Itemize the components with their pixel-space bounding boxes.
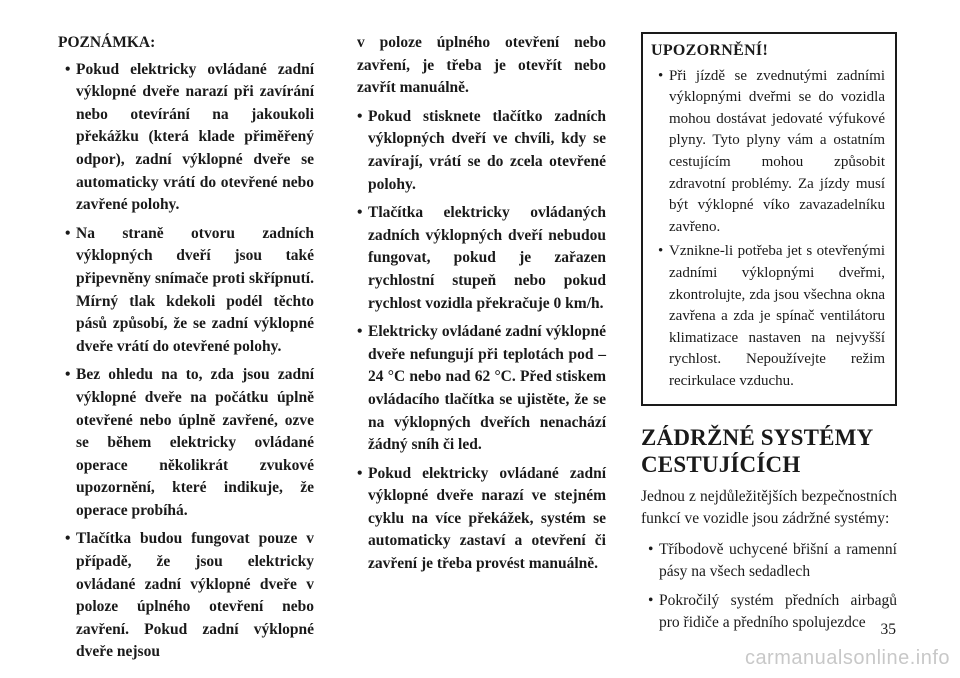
list-item: • Elektricky ovládané zadní výklopné dveře nefungují při teplotách pod –24 °C nebo nad 62 °C. Před stiskem ovládacího tlačítka se ujistěte, že se na výklopných dveřích nenachází žádný sníh či led.: [350, 321, 606, 457]
list-item: • Pokud elektricky ovládané zadní výklopné dveře narazí ve stejném cyklu na více překážek, systém se automaticky zastaví a otevření či zavření je třeba provést manuálně.: [350, 463, 606, 576]
list-item: • Na straně otvoru zadních výklopných dveří jsou také připevněny snímače proti skřípnutí. Mírný tlak kdekoli podél těchto pásů způsobí, že se zadní výklopné dveře vrátí do otevřené polohy.: [58, 223, 314, 359]
section-title-line2: CESTUJÍCÍCH: [641, 451, 801, 477]
intro-paragraph: Jednou z nejdůležitějších bezpečnostních funkcí ve vozidle jsou zádržné systémy:: [641, 487, 897, 528]
list-item: • Pokud stisknete tlačítko zadních výklopných dveří ve chvíli, kdy se zavírají, vrátí se do zcela otevřené polohy.: [350, 106, 606, 196]
section-title-line1: ZÁDRŽNÉ SYSTÉMY: [641, 424, 874, 450]
list-item: • Tříbodově uchycené břišní a ramenní pásy na všech sedadlech: [641, 539, 897, 584]
list-item: • Při jízdě se zvednutými zadními výklopnými dveřmi se do vozidla mohou dostávat jedovaté výfukové plyny. Tyto plyny vám a ostatním cestujícím mohou způsobit zdravotní problémy. Za jízdy musí být výklopné víko zavazadelníku zavřeno.: [651, 66, 885, 239]
section-title: [641, 424, 897, 478]
warning-box: [641, 32, 897, 406]
list-item: • Pokud elektricky ovládané zadní výklopné dveře narazí při zavírání nebo otevírání na jakoukoli překážku (která klade přiměřený odpor), zadní výklopné dveře se automaticky vrátí do otevřené nebo zavřené polohy.: [58, 59, 314, 217]
list-item: • Pokročilý systém předních airbagů pro řidiče a předního spolujezdce: [641, 590, 897, 635]
warning-title: UPOZORNĚNÍ!: [651, 42, 769, 59]
note-title: POZNÁMKA:: [58, 34, 156, 51]
list-item: • Bez ohledu na to, zda jsou zadní výklopné dveře na počátku úplně otevřené nebo úplně zavřené, ozve se během elektricky ovládané operace několikrát zvukové upozornění, které indikuje, že operace probíhá.: [58, 364, 314, 522]
watermark: carmanualsonline.info: [744, 647, 950, 669]
warning-list: [651, 66, 885, 393]
middle-column: [350, 32, 606, 582]
right-column: [641, 32, 897, 641]
list-item: • Tlačítka elektricky ovládaných zadních výklopných dveří nebudou fungovat, pokud je zařazen rychlostní stupeň nebo pokud rychlost vozidla překračuje 0 km/h.: [350, 202, 606, 315]
note-list: [58, 59, 314, 664]
list-item: • Vznikne-li potřeba jet s otevřenými zadními výklopnými dveřmi, zkontrolujte, zda jsou všechna okna zavřena a zda je spínač ventilátoru klimatizace nastaven na nejvyšší rychlost. Nepoužívejte režim recirkulace vzduchu.: [651, 241, 885, 392]
continued-text: v poloze úplného otevření nebo zavření, je třeba je otevřít nebo zavřít manuálně.: [357, 34, 606, 97]
page-number: 35: [880, 621, 896, 638]
note-list-continued: [350, 106, 606, 576]
list-item: • Tlačítka budou fungovat pouze v případě, že jsou elektricky ovládané zadní výklopné dveře v poloze úplného otevření nebo zavření. Pokud zadní výklopné dveře nejsou: [58, 528, 314, 664]
restraint-list: [641, 539, 897, 635]
left-column: [58, 32, 314, 670]
